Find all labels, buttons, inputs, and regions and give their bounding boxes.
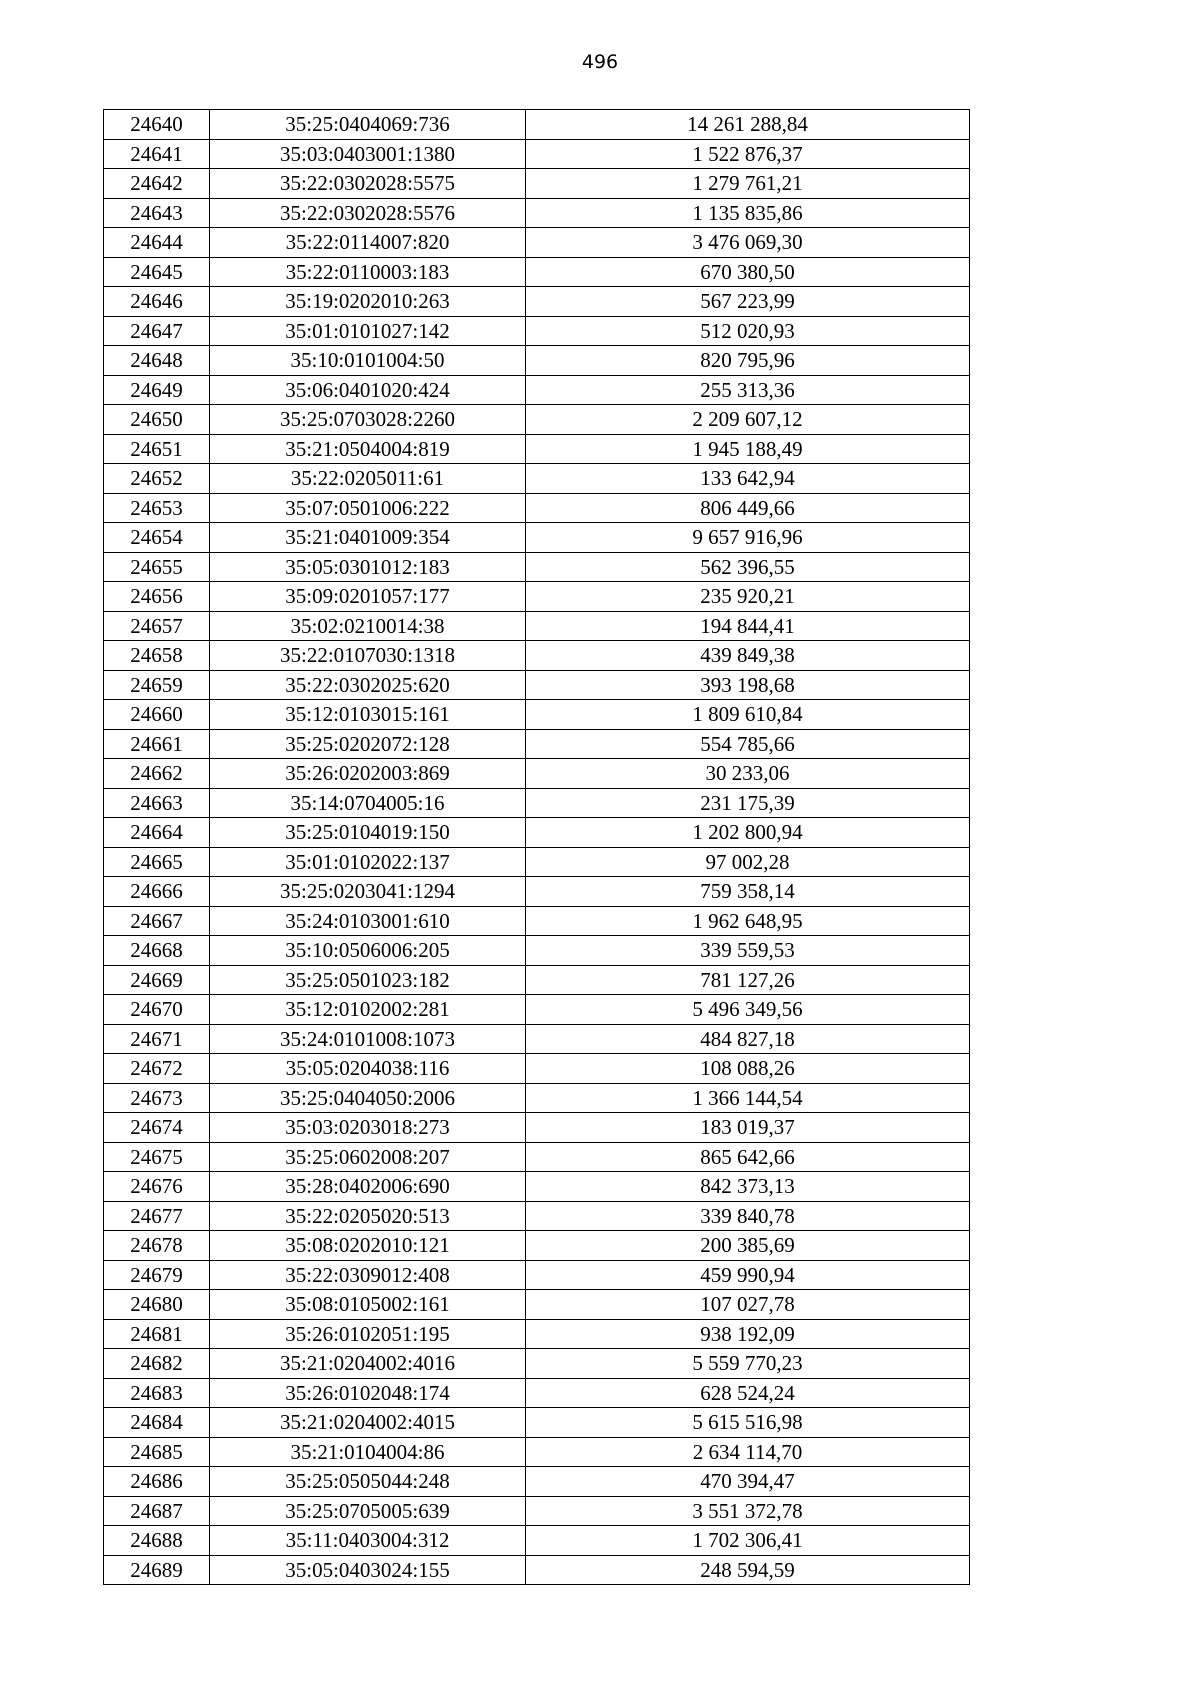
row-number-cell: 24657 <box>104 611 210 641</box>
value-cell: 183 019,37 <box>526 1113 970 1143</box>
value-cell: 231 175,39 <box>526 788 970 818</box>
table-row <box>104 1113 970 1143</box>
cadastral-number-cell: 35:24:0101008:1073 <box>210 1024 526 1054</box>
row-number-cell: 24678 <box>104 1231 210 1261</box>
row-number-cell: 24670 <box>104 995 210 1025</box>
cadastral-number-cell: 35:19:0202010:263 <box>210 287 526 317</box>
row-number-cell: 24671 <box>104 1024 210 1054</box>
cadastral-number-cell: 35:22:0205020:513 <box>210 1201 526 1231</box>
cadastral-number-cell: 35:01:0101027:142 <box>210 316 526 346</box>
row-number-cell: 24682 <box>104 1349 210 1379</box>
value-cell: 554 785,66 <box>526 729 970 759</box>
value-cell: 194 844,41 <box>526 611 970 641</box>
row-number-cell: 24680 <box>104 1290 210 1320</box>
value-cell: 107 027,78 <box>526 1290 970 1320</box>
row-number-cell: 24679 <box>104 1260 210 1290</box>
table-row <box>104 1172 970 1202</box>
value-cell: 628 524,24 <box>526 1378 970 1408</box>
table-row <box>104 552 970 582</box>
value-cell: 2 634 114,70 <box>526 1437 970 1467</box>
value-cell: 484 827,18 <box>526 1024 970 1054</box>
value-cell: 562 396,55 <box>526 552 970 582</box>
row-number-cell: 24648 <box>104 346 210 376</box>
cadastral-number-cell: 35:25:0404069:736 <box>210 110 526 140</box>
value-cell: 1 702 306,41 <box>526 1526 970 1556</box>
table-row <box>104 1260 970 1290</box>
cadastral-number-cell: 35:22:0302025:620 <box>210 670 526 700</box>
table-row <box>104 965 970 995</box>
table-row <box>104 169 970 199</box>
cadastral-number-cell: 35:06:0401020:424 <box>210 375 526 405</box>
row-number-cell: 24642 <box>104 169 210 199</box>
cadastral-number-cell: 35:22:0110003:183 <box>210 257 526 287</box>
table-row <box>104 818 970 848</box>
table-row <box>104 995 970 1025</box>
cadastral-number-cell: 35:05:0204038:116 <box>210 1054 526 1084</box>
value-cell: 842 373,13 <box>526 1172 970 1202</box>
table-row <box>104 1201 970 1231</box>
table-row <box>104 287 970 317</box>
cadastral-number-cell: 35:08:0202010:121 <box>210 1231 526 1261</box>
table-row <box>104 1555 970 1585</box>
cadastral-number-cell: 35:22:0205011:61 <box>210 464 526 494</box>
table-row <box>104 228 970 258</box>
row-number-cell: 24647 <box>104 316 210 346</box>
value-cell: 2 209 607,12 <box>526 405 970 435</box>
row-number-cell: 24681 <box>104 1319 210 1349</box>
cadastral-number-cell: 35:22:0302028:5576 <box>210 198 526 228</box>
cadastral-number-cell: 35:12:0103015:161 <box>210 700 526 730</box>
row-number-cell: 24673 <box>104 1083 210 1113</box>
table-row <box>104 198 970 228</box>
table-row <box>104 700 970 730</box>
table-row <box>104 1349 970 1379</box>
value-cell: 255 313,36 <box>526 375 970 405</box>
value-cell: 470 394,47 <box>526 1467 970 1497</box>
cadastral-number-cell: 35:05:0301012:183 <box>210 552 526 582</box>
row-number-cell: 24645 <box>104 257 210 287</box>
value-cell: 1 962 648,95 <box>526 906 970 936</box>
cadastral-number-cell: 35:25:0202072:128 <box>210 729 526 759</box>
row-number-cell: 24641 <box>104 139 210 169</box>
cadastral-number-cell: 35:21:0204002:4016 <box>210 1349 526 1379</box>
value-cell: 1 809 610,84 <box>526 700 970 730</box>
cadastral-number-cell: 35:11:0403004:312 <box>210 1526 526 1556</box>
table-row <box>104 257 970 287</box>
table-row <box>104 110 970 140</box>
row-number-cell: 24666 <box>104 877 210 907</box>
table-row <box>104 611 970 641</box>
value-cell: 97 002,28 <box>526 847 970 877</box>
row-number-cell: 24676 <box>104 1172 210 1202</box>
row-number-cell: 24684 <box>104 1408 210 1438</box>
page-number: 496 <box>581 51 619 73</box>
row-number-cell: 24640 <box>104 110 210 140</box>
value-cell: 820 795,96 <box>526 346 970 376</box>
value-cell: 339 840,78 <box>526 1201 970 1231</box>
table-row <box>104 1054 970 1084</box>
table-row <box>104 1496 970 1526</box>
row-number-cell: 24650 <box>104 405 210 435</box>
cadastral-number-cell: 35:22:0302028:5575 <box>210 169 526 199</box>
cadastral-number-cell: 35:09:0201057:177 <box>210 582 526 612</box>
row-number-cell: 24665 <box>104 847 210 877</box>
table-row <box>104 346 970 376</box>
cadastral-number-cell: 35:25:0404050:2006 <box>210 1083 526 1113</box>
cadastral-number-cell: 35:05:0403024:155 <box>210 1555 526 1585</box>
value-cell: 5 559 770,23 <box>526 1349 970 1379</box>
row-number-cell: 24660 <box>104 700 210 730</box>
row-number-cell: 24683 <box>104 1378 210 1408</box>
table-row <box>104 1408 970 1438</box>
value-cell: 248 594,59 <box>526 1555 970 1585</box>
value-cell: 1 135 835,86 <box>526 198 970 228</box>
table-row <box>104 523 970 553</box>
cadastral-number-cell: 35:25:0705005:639 <box>210 1496 526 1526</box>
row-number-cell: 24669 <box>104 965 210 995</box>
value-cell: 108 088,26 <box>526 1054 970 1084</box>
row-number-cell: 24653 <box>104 493 210 523</box>
cadastral-number-cell: 35:03:0203018:273 <box>210 1113 526 1143</box>
table-row <box>104 316 970 346</box>
row-number-cell: 24656 <box>104 582 210 612</box>
cadastral-number-cell: 35:25:0505044:248 <box>210 1467 526 1497</box>
value-cell: 5 496 349,56 <box>526 995 970 1025</box>
row-number-cell: 24644 <box>104 228 210 258</box>
value-cell: 14 261 288,84 <box>526 110 970 140</box>
table-row <box>104 1526 970 1556</box>
table-row <box>104 1378 970 1408</box>
table-row <box>104 375 970 405</box>
value-cell: 781 127,26 <box>526 965 970 995</box>
cadastral-number-cell: 35:25:0703028:2260 <box>210 405 526 435</box>
table-row <box>104 582 970 612</box>
row-number-cell: 24672 <box>104 1054 210 1084</box>
cadastral-number-cell: 35:22:0309012:408 <box>210 1260 526 1290</box>
row-number-cell: 24663 <box>104 788 210 818</box>
cadastral-number-cell: 35:28:0402006:690 <box>210 1172 526 1202</box>
value-cell: 865 642,66 <box>526 1142 970 1172</box>
cadastral-number-cell: 35:26:0102051:195 <box>210 1319 526 1349</box>
row-number-cell: 24661 <box>104 729 210 759</box>
cadastral-number-cell: 35:26:0102048:174 <box>210 1378 526 1408</box>
table-row <box>104 1437 970 1467</box>
cadastral-number-cell: 35:25:0104019:150 <box>210 818 526 848</box>
cadastral-number-cell: 35:21:0204002:4015 <box>210 1408 526 1438</box>
table-row <box>104 1231 970 1261</box>
table-row <box>104 877 970 907</box>
row-number-cell: 24668 <box>104 936 210 966</box>
value-cell: 1 366 144,54 <box>526 1083 970 1113</box>
row-number-cell: 24658 <box>104 641 210 671</box>
cadastral-number-cell: 35:22:0107030:1318 <box>210 641 526 671</box>
value-cell: 1 945 188,49 <box>526 434 970 464</box>
value-cell: 235 920,21 <box>526 582 970 612</box>
cadastral-number-cell: 35:10:0101004:50 <box>210 346 526 376</box>
table-row <box>104 493 970 523</box>
row-number-cell: 24689 <box>104 1555 210 1585</box>
cadastral-number-cell: 35:14:0704005:16 <box>210 788 526 818</box>
row-number-cell: 24652 <box>104 464 210 494</box>
cadastral-number-cell: 35:21:0401009:354 <box>210 523 526 553</box>
cadastral-number-cell: 35:02:0210014:38 <box>210 611 526 641</box>
row-number-cell: 24685 <box>104 1437 210 1467</box>
cadastral-number-cell: 35:01:0102022:137 <box>210 847 526 877</box>
table-row <box>104 759 970 789</box>
cadastral-number-cell: 35:25:0602008:207 <box>210 1142 526 1172</box>
cadastral-number-cell: 35:25:0203041:1294 <box>210 877 526 907</box>
value-cell: 3 476 069,30 <box>526 228 970 258</box>
value-cell: 1 522 876,37 <box>526 139 970 169</box>
row-number-cell: 24649 <box>104 375 210 405</box>
row-number-cell: 24675 <box>104 1142 210 1172</box>
value-cell: 459 990,94 <box>526 1260 970 1290</box>
value-cell: 1 202 800,94 <box>526 818 970 848</box>
table-row <box>104 1290 970 1320</box>
value-cell: 567 223,99 <box>526 287 970 317</box>
row-number-cell: 24674 <box>104 1113 210 1143</box>
row-number-cell: 24667 <box>104 906 210 936</box>
table-row <box>104 906 970 936</box>
cadastral-number-cell: 35:08:0105002:161 <box>210 1290 526 1320</box>
table-row <box>104 788 970 818</box>
table-row <box>104 1083 970 1113</box>
value-cell: 806 449,66 <box>526 493 970 523</box>
table-row <box>104 729 970 759</box>
value-cell: 439 849,38 <box>526 641 970 671</box>
table-row <box>104 434 970 464</box>
row-number-cell: 24687 <box>104 1496 210 1526</box>
value-cell: 1 279 761,21 <box>526 169 970 199</box>
row-number-cell: 24677 <box>104 1201 210 1231</box>
value-cell: 339 559,53 <box>526 936 970 966</box>
table-row <box>104 641 970 671</box>
table-row <box>104 1467 970 1497</box>
table-row <box>104 464 970 494</box>
cadastral-number-cell: 35:10:0506006:205 <box>210 936 526 966</box>
value-cell: 3 551 372,78 <box>526 1496 970 1526</box>
row-number-cell: 24688 <box>104 1526 210 1556</box>
cadastral-number-cell: 35:24:0103001:610 <box>210 906 526 936</box>
cadastral-number-cell: 35:21:0104004:86 <box>210 1437 526 1467</box>
cadastral-number-cell: 35:25:0501023:182 <box>210 965 526 995</box>
row-number-cell: 24651 <box>104 434 210 464</box>
table-row <box>104 1024 970 1054</box>
cadastral-number-cell: 35:12:0102002:281 <box>210 995 526 1025</box>
value-cell: 5 615 516,98 <box>526 1408 970 1438</box>
row-number-cell: 24655 <box>104 552 210 582</box>
table-row <box>104 139 970 169</box>
cadastral-number-cell: 35:26:0202003:869 <box>210 759 526 789</box>
table-row <box>104 405 970 435</box>
value-cell: 393 198,68 <box>526 670 970 700</box>
row-number-cell: 24643 <box>104 198 210 228</box>
value-cell: 670 380,50 <box>526 257 970 287</box>
table-body <box>104 110 970 1585</box>
row-number-cell: 24659 <box>104 670 210 700</box>
value-cell: 512 020,93 <box>526 316 970 346</box>
table-row <box>104 670 970 700</box>
cadastral-number-cell: 35:07:0501006:222 <box>210 493 526 523</box>
table-row <box>104 936 970 966</box>
table-row <box>104 1142 970 1172</box>
value-cell: 200 385,69 <box>526 1231 970 1261</box>
cadastral-number-cell: 35:03:0403001:1380 <box>210 139 526 169</box>
cadastral-number-cell: 35:22:0114007:820 <box>210 228 526 258</box>
cadastral-value-table <box>103 109 970 1585</box>
table-row <box>104 847 970 877</box>
row-number-cell: 24646 <box>104 287 210 317</box>
value-cell: 133 642,94 <box>526 464 970 494</box>
value-cell: 938 192,09 <box>526 1319 970 1349</box>
value-cell: 9 657 916,96 <box>526 523 970 553</box>
cadastral-number-cell: 35:21:0504004:819 <box>210 434 526 464</box>
row-number-cell: 24662 <box>104 759 210 789</box>
table-row <box>104 1319 970 1349</box>
value-cell: 30 233,06 <box>526 759 970 789</box>
value-cell: 759 358,14 <box>526 877 970 907</box>
row-number-cell: 24664 <box>104 818 210 848</box>
row-number-cell: 24686 <box>104 1467 210 1497</box>
row-number-cell: 24654 <box>104 523 210 553</box>
